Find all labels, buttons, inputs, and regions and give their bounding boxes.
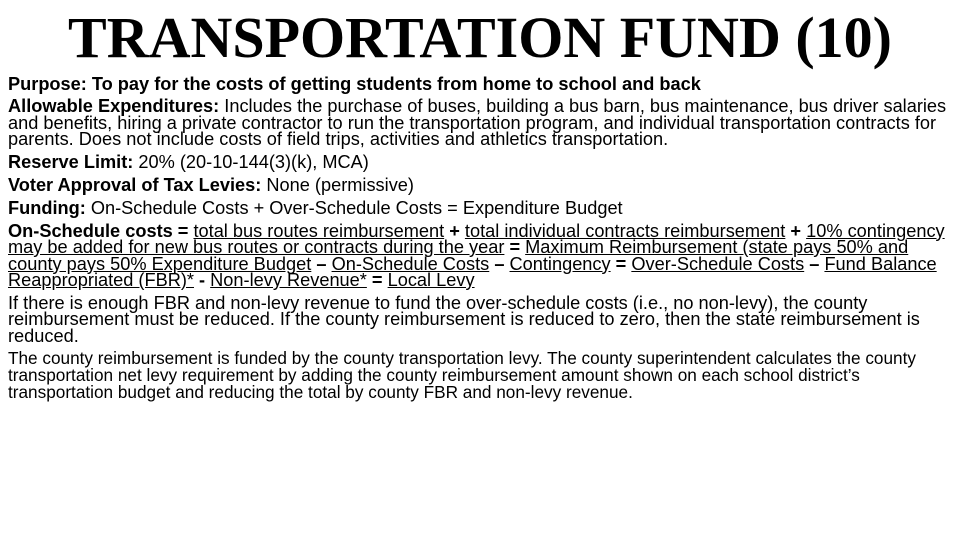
allowable-text: Includes the purchase of buses, building a bus barn, bus maintenance, bus driver salaries and benefits, hiring a private contractor to run the transportation program, and individual transportation contracts for parents. Does not include costs of field trips, activities and athletics transportation.	[8, 96, 947, 149]
fbr-note-paragraph: If there is enough FBR and non-levy revenue to fund the over-schedule costs (i.e., no non-levy), the county reimbursement must be reduced. If the county reimbursement is reduced to zero, then the state reimbursement is reduced.	[8, 292, 920, 346]
formula-part: 10% contingency may be added for new bus routes or contracts during the year	[8, 220, 945, 257]
formula-part: =	[366, 270, 388, 290]
page-title: TRANSPORTATION FUND (10)	[68, 5, 892, 70]
formula-part: On-Schedule costs =	[8, 220, 194, 241]
formula-part: –	[804, 253, 825, 274]
formula-part: =	[610, 253, 632, 274]
formula-part: Maximum Reimbursement (state pays 50% and county pays 50% Expenditure Budget	[8, 237, 909, 274]
formula-part: -	[194, 270, 211, 290]
formula-part: total bus routes reimbursement	[193, 220, 445, 241]
purpose-line	[8, 76, 954, 93]
reserve-text: 20% (20-10-144(3)(k), MCA)	[133, 151, 369, 172]
purpose-text: Purpose: To pay for the costs of getting students from home to school and back	[8, 74, 701, 94]
formula-part: +	[790, 220, 807, 241]
formula-part: Over-Schedule Costs	[631, 253, 805, 274]
formula-part: –	[489, 253, 510, 274]
funding-text: On-Schedule Costs + Over-Schedule Costs = Expenditure Budget	[85, 197, 623, 218]
voter-label: Voter Approval of Tax Levies:	[8, 174, 262, 195]
formula-part: Local Levy	[387, 270, 475, 290]
county-note-paragraph: The county reimbursement is funded by the county transportation levy. The county superintendent calculates the county transportation net levy requirement by adding the county reimbursement amount shown on each school district’s transportation budget and reducing the total by county FBR and non-levy revenue.	[8, 348, 916, 402]
voter-text: None (permissive)	[261, 174, 414, 195]
formula-part: +	[444, 220, 465, 241]
formula-part: Non-levy Revenue*	[210, 270, 367, 290]
reserve-label: Reserve Limit:	[8, 151, 134, 172]
funding-line	[8, 197, 954, 218]
formula-part: Fund Balance Reappropriated (FBR)*	[8, 253, 937, 290]
formula-part: total individual contracts reimbursement	[464, 220, 786, 241]
funding-label: Funding:	[8, 197, 86, 218]
formula-part: Contingency	[509, 253, 611, 274]
allowable-expenditures-paragraph	[8, 98, 954, 148]
formula-part: –	[311, 253, 332, 274]
slide-body	[8, 76, 954, 401]
voter-approval-line	[8, 174, 954, 195]
formula-part: On-Schedule Costs	[331, 253, 490, 274]
formula-part: =	[504, 237, 526, 257]
on-schedule-formula	[8, 220, 954, 290]
allowable-label: Allowable Expenditures:	[8, 96, 220, 116]
reserve-limit-line	[8, 151, 954, 172]
